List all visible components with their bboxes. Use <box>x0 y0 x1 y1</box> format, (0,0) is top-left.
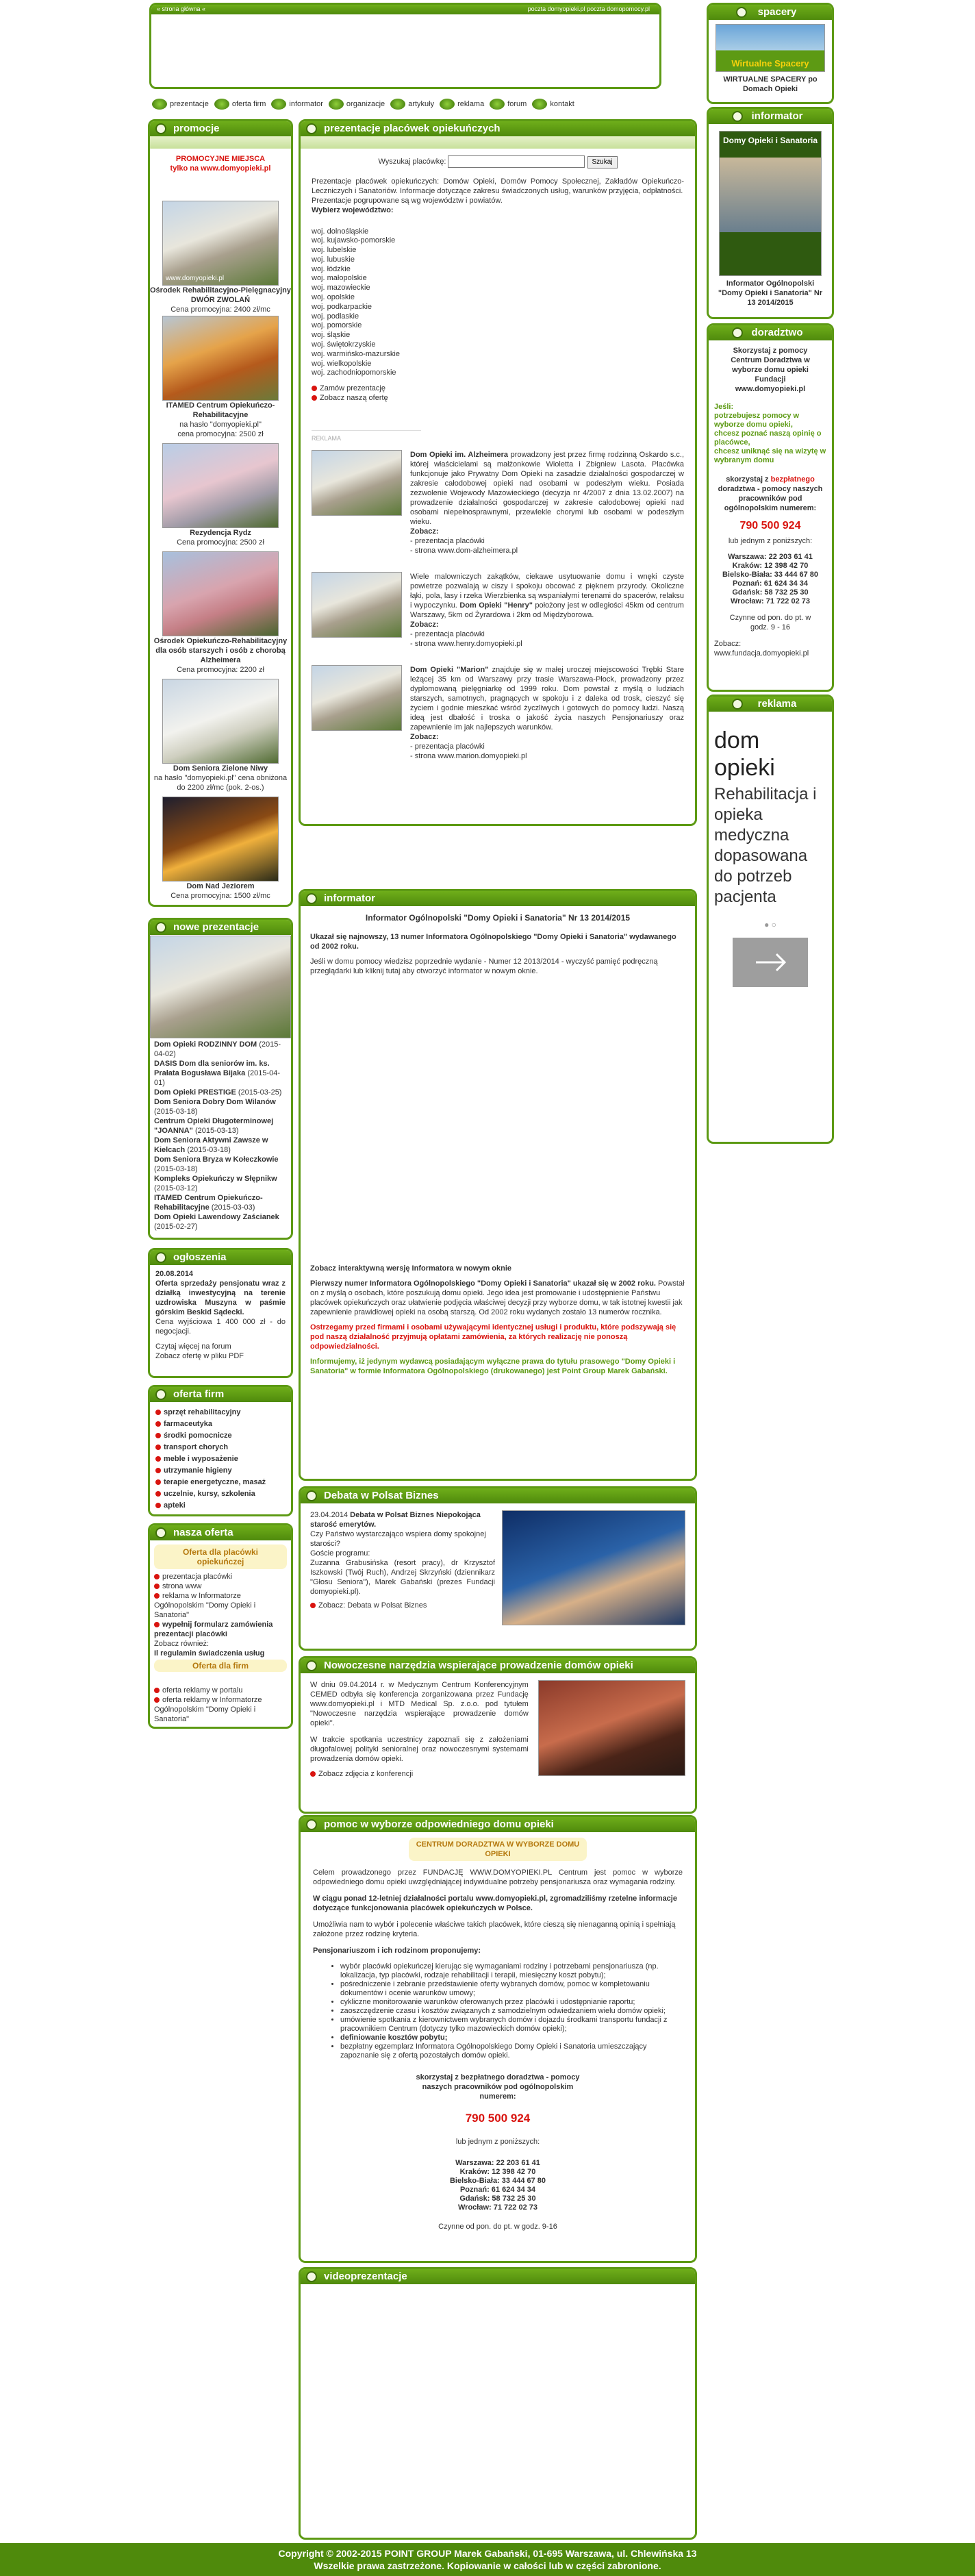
doradztwo-bullet: potrzebujesz pomocy w wyborze domu opieki, <box>714 412 800 429</box>
pomoc-call: skorzystaj z bezpłatnego doradztwa - pomocy naszych pracowników pod ogólnopolskim numerem: <box>416 2073 580 2101</box>
footer-rights: Wszelkie prawa zastrzeżone. Kopiowanie w całości lub w części zabronione. <box>314 2560 661 2571</box>
narzedzia-image[interactable] <box>538 1680 685 1776</box>
prezentacje-panel <box>299 119 697 826</box>
nav-prezentacje[interactable]: prezentacje <box>152 99 212 110</box>
voivodeship-link[interactable]: woj. zachodniopomorskie <box>312 368 396 377</box>
doradztwo-city-phone: Poznań: 61 624 34 34 <box>732 579 809 588</box>
video-panel <box>299 2267 697 2540</box>
globe-icon <box>440 99 455 110</box>
bullet-icon <box>154 1622 160 1627</box>
ogloszenia-panel <box>148 1248 293 1378</box>
narzedzia-panel <box>299 1656 697 1814</box>
debata-guests: Zuzanna Grabusińska (resort pracy), dr Krzysztof Iszkowski (Twój Ruch), Andrzej Skrzyński (dziennikarz "Głosu Seniora"), Marek Gabański (prezes Fundacji domyopieki.pl). <box>310 1559 495 1596</box>
promo-image-5[interactable] <box>162 679 279 764</box>
promo-image-3[interactable] <box>162 443 279 528</box>
informator-flipbook[interactable] <box>310 976 685 1264</box>
doradztwo-phone[interactable]: 790 500 924 <box>739 520 801 532</box>
promo-price-1: Cena promocyjna: 2400 zł/mc <box>170 305 270 314</box>
pomoc-item: • definiowanie kosztów pobytu; <box>340 2034 683 2042</box>
bullet-icon <box>154 1688 160 1693</box>
bullet-icon <box>312 395 317 401</box>
bullet-icon <box>155 1410 161 1415</box>
search-button[interactable]: Szukaj <box>587 156 618 168</box>
oferta-firm-item[interactable]: utrzymanie higieny <box>155 1466 286 1475</box>
oferta-firm-link[interactable]: oferta reklamy w Informatorze Ogólnopolskim "Domy Opieki i Sanatoria" <box>154 1696 262 1723</box>
globe-icon <box>736 7 747 18</box>
nowe-header: nowe prezentacje <box>150 920 291 935</box>
doradztwo-bullet: chcesz poznać naszą opinię o placówce, <box>714 429 822 447</box>
pomoc-panel: pomoc w wyborze odpowiedniego domu opieki CENTRUM DORADZTWA W WYBORZE DOMU OPIEKI Celem prowadzonego przez FUNDACJĘ WWW.DOMYOPIEKI.PL Centrum jest pomoc w wyborze odpowiedniego domu opieki uwzględniającej indywidualne potrzeby pensjonariusza oraz wymagania rodziny. W ciągu ponad 12-letniej działalności portalu www.domyopieki.pl, zgromadziliśmy rzetelne informacje dotyczące funkcjonowania placówek opiekuńczych w Polsce. Umożliwia nam to wybór i polecenie właściwe takich placówek, które cieszą się nienaganną opinią i spełniają założone przez rodzinę kryteria. Pensjonariuszom i ich rodzinom proponujemy: • wybór placówki opiekuńczej kierując się wymaganiami rodziny i potrzebami pensjonariusza (np. lokalizacja, typ placówki, rodzaje rehabilitacji i terapii, miesięczny koszt pobytu); • pośredniczenie i zebranie przedstawienie oferty wybranych domów, pomoc w kompletowaniu dokumentów i ocenie warunków umowy; • cykliczne monitorowanie warunków oferowanych przez placówki i udostępnianie raportu; • zaoszczędzenie czasu i kosztów związanych z samodzielnym odwiedzaniem wielu domów opieki; • umówienie spotkania z kierownictwem wybranych domów i dojazdu środkami transportu fundacji z pracownikiem Centrum (dotyczy tylko mazowieckich domów opieki); • definiowanie kosztów pobytu; • bezpłatny egzemplarz Informatora Ogólnopolskiego Domy Opieki i Sanatoria umieszczający zapoznanie się z ofertą pozostałych domów opieki. skorzystaj z bezpłatnego doradztwa - pomocy naszych pracowników pod ogólnopolskim numerem: 790 500 924 lub jednym z poniższych: Warszawa: 22 203 61 41 Kraków: 12 398 42 70 Bielsko-Biała: 33 444 67 80 Poznań: 61 624 34 34 Gdańsk: 58 732 25 30 Wrocław: 71 722 02 73 Czynne od pon. do pt. w godz. 9-16 <box>299 1815 697 2263</box>
informator-heading: Informator Ogólnopolski "Domy Opieki i Sanatoria" Nr 13 2014/2015 <box>365 913 631 923</box>
informator-cover[interactable]: Domy Opieki i Sanatoria <box>719 131 822 276</box>
oferta-firm-item[interactable]: transport chorych <box>155 1442 286 1452</box>
oferta-placowki-heading: Oferta dla placówki opiekuńczej <box>154 1545 287 1569</box>
promocje-header: promocje <box>150 121 291 136</box>
voivodeship-link[interactable]: woj. lubuskie <box>312 255 355 264</box>
see-offer-link[interactable]: Zobacz naszą ofertę <box>312 393 684 403</box>
prezentacje-header: prezentacje placówek opiekuńczych <box>301 121 695 136</box>
bullet-icon <box>310 1771 316 1777</box>
oferta-firm-item[interactable]: apteki <box>155 1501 286 1510</box>
bullet-icon <box>155 1456 161 1462</box>
ad-2-www-link[interactable]: - strona www.henry.domyopieki.pl <box>410 640 522 649</box>
informator-interactive-link[interactable]: Zobacz interaktywną wersję Informatora w nowym oknie <box>310 1264 512 1273</box>
doradztwo-city-phone: Wrocław: 71 722 02 73 <box>731 597 810 605</box>
pomoc-item: • zaoszczędzenie czasu i kosztów związanych z samodzielnym odwiedzaniem wielu domów opieki; <box>340 2007 683 2016</box>
main-nav <box>152 97 659 111</box>
promo-price-4: Cena promocyjna: 2200 zł <box>177 666 264 674</box>
reklama-ad[interactable] <box>709 712 832 987</box>
globe-icon <box>732 327 743 338</box>
globe-icon <box>214 99 229 110</box>
debata-header: Debata w Polsat Biznes <box>301 1488 695 1503</box>
ad-2-presentation-link[interactable]: - prezentacja placówki <box>410 630 485 639</box>
debata-panel: Debata w Polsat Biznes 23.04.2014 Debata w Polsat Biznes Niepokojąca starość emerytów. Czy Państwo wystarczająco wspiera domy spokojnej starości? Goście programu: Zuzanna Grabusińska (resort pracy), dr Krzysztof Iszkowski (Twój Ruch), Andrzej Skrzyński (dziennikarz "Głosu Seniora"), Marek Gabański (prezes Fundacji domyopieki.pl). Zobacz: Debata w Polsat Biznes <box>299 1486 697 1651</box>
oferta-placowki-item[interactable]: wypełnij formularz zamówienia prezentacji placówki <box>154 1621 273 1638</box>
nasza-oferta-header: nasza oferta <box>150 1525 291 1540</box>
ad-3-presentation-link[interactable]: - prezentacja placówki <box>410 742 485 751</box>
pomoc-city-phone: Poznań: 61 624 34 34 <box>459 2186 536 2194</box>
nowe-item[interactable]: Dom Opieki Lawendowy Zaścianek (2015-02-27) <box>154 1213 279 1231</box>
globe-icon <box>155 922 166 933</box>
doradztwo-bullet: chcesz uniknąć się na wizytę w wybranym domu <box>714 447 826 464</box>
nav-forum[interactable]: forum <box>490 99 529 110</box>
debata-image[interactable] <box>502 1510 685 1625</box>
globe-icon <box>306 123 317 134</box>
narzedzia-photos-link[interactable]: Zobacz zdjęcia z konferencji <box>310 1769 529 1779</box>
footer <box>0 2543 975 2576</box>
nowe-prezentacje-panel <box>148 918 293 1240</box>
bullet-icon <box>154 1574 160 1579</box>
ad-carousel-dots[interactable]: ● ○ <box>764 920 776 929</box>
order-presentation-link[interactable]: Zamów prezentację <box>312 384 684 393</box>
bullet-icon <box>155 1468 161 1473</box>
globe-icon <box>155 1252 166 1263</box>
nowe-item[interactable]: Dom Seniora Dobry Dom Wilanów (2015-03-18) <box>154 1098 276 1116</box>
ad-image-1[interactable] <box>312 450 402 516</box>
voivodeship-link[interactable]: woj. łódzkie <box>312 264 351 273</box>
doradztwo-city-phone: Kraków: 12 398 42 70 <box>732 562 809 570</box>
pomoc-city-phone: Gdańsk: 58 732 25 30 <box>459 2194 536 2203</box>
voivodeship-link[interactable]: woj. wielkopolskie <box>312 359 372 368</box>
ogloszenie-more-link[interactable]: Czytaj więcej na forum <box>155 1342 231 1351</box>
globe-icon <box>732 699 743 710</box>
see-also-label: Zobacz również: <box>154 1640 210 1648</box>
doradztwo-header: doradztwo <box>709 325 832 340</box>
promo-name-2[interactable]: ITAMED Centrum Opiekuńczo-Rehabilitacyjne <box>166 401 275 419</box>
promocje-panel <box>148 119 293 907</box>
globe-icon <box>532 99 547 110</box>
nowe-item[interactable]: Dom Seniora Bryza w Kołeczkowie (2015-03-18) <box>154 1155 279 1173</box>
oferta-firm-item[interactable]: środki pomocnicze <box>155 1431 286 1440</box>
voivodeship-list <box>312 227 684 379</box>
informator-side-panel <box>707 107 834 319</box>
voivodeship-link[interactable]: woj. warmińsko-mazurskie <box>312 349 400 358</box>
promo-name-1[interactable]: Ośrodek Rehabilitacyjno-Pielęgnacyjny DWÓR ZWOLAŃ <box>150 286 292 304</box>
reklama-header: reklama <box>709 697 832 712</box>
nowe-item[interactable]: DASIS Dom dla seniorów im. ks. Prałata Bogusława Bijaka (2015-04-01) <box>154 1060 281 1087</box>
prezentacje-intro: Prezentacje placówek opiekuńczych: Domów Opieki, Domów Pomocy Społecznej, Zakładów Opiekuńczo-Leczniczych i Sanatoriów. Informacje dotyczące zakresu świadczonych usług, warunków przyjęcia, odpłatności. <box>312 177 684 195</box>
ad-block-1: Dom Opieki im. Alzheimera prowadzony jest przez firmę rodzinną Oskardo s.c., której właścicielami są małżonkowie Wioletta i Zbigniew Lasota. Placówka funkcjonuje jako Prywatny Dom Opieki na zasadzie działalności gospodarczej w zakresie całodobowej opieki nad osobami w podeszłym wieku. Posiada zezwolenie Wojewody Mazowieckiego (decyzja nr 4/2007 z dnia 13.02.2007) na prowadzenie działalności gospodarczej w zakresie całodobowej opieki nad osobami niepełnosprawnymi, przewlekle chorymi lub osobami w podeszłym wieku. Zobacz: - prezentacja placówki - strona www.dom-alzheimera.pl <box>312 450 684 555</box>
promo-price-6: Cena promocyjna: 1500 zł/mc <box>170 892 270 900</box>
bullet-icon <box>154 1593 160 1599</box>
spacery-panel <box>707 3 834 104</box>
ogloszenia-header: ogłoszenia <box>150 1250 291 1265</box>
oferta-firm-header: oferta firm <box>150 1387 291 1402</box>
promo-price-3: Cena promocyjna: 2500 zł <box>177 538 264 547</box>
oferta-firm-heading: Oferta dla firm <box>154 1660 287 1672</box>
bullet-icon <box>155 1433 161 1438</box>
promo-extra-5: na hasło "domyopieki.pl" cena obniżona do 2200 zł/mc (pok. 2-os.) <box>153 774 288 792</box>
doradztwo-city-phone: Gdańsk: 58 732 25 30 <box>732 588 809 597</box>
nowe-item[interactable]: Dom Opieki RODZINNY DOM (2015-04-02) <box>154 1040 281 1058</box>
globe-icon <box>152 99 167 110</box>
video-header: videoprezentacje <box>301 2269 695 2284</box>
oferta-firm-link[interactable]: oferta reklamy w portalu <box>154 1686 287 1695</box>
globe-icon <box>306 893 317 904</box>
ad-block-2: Wiele malowniczych zakątków, ciekawe usytuowanie domu i wnęki czyste powietrze pozwalają w ciszy i spokoju obcować z pięknem przyrody. Okoliczne łąki, pola, lasy i rzeka Wierzbienka są wspaniałymi terenami do spacerów, relaksu i wypoczynku. Dom Opieki "Henry" położony jest w odległości 45km od centrum Warszawy, 5km od Żyrardowa i 2km od Międzyborowa. Zobacz: - prezentacja placówki - strona www.henry.domyopieki.pl <box>312 572 684 649</box>
search-row <box>312 155 684 168</box>
reklama-panel <box>707 695 834 1144</box>
informator-panel: informator Informator Ogólnopolski "Domy Opieki i Sanatoria" Nr 13 2014/2015 Ukazał się najnowszy, 13 numer Informatora Ogólnopolskiego "Domy Opieki i Sanatoria" wydawanego od 2002 roku. Jeśli w domu pomocy wiedzisz poprzednie wydanie - Numer 12 2013/2014 - wyczyść pamięć podręczną przeglądarki lub kliknij tutaj aby otworzyć informator w nowym oknie. Zobacz interaktywną wersję Informatora w nowym oknie Pierwszy numer Informatora Ogólnopolskiego "Domy Opieki i Sanatoria" ukazał się w 2002 roku. Powstał on z myślą o osobach, które poszukują domu opieki. Jego idea jest promowanie i udostępnienie Państwu placówek opiekuńczych oraz ułatwienie podjęcia właściwej decyzji przy wyborze domu, w tak istotnej kwestii jak zapewnienie prawidłowej opieki na osobą starszą. Od 2002 roku wydanych zostało 13 numerów rocznika. Ostrzegamy przed firmami i osobami używającymi identycznej usługi i produktu, które podszywają się pod naszą działalność przyjmują opłatami zamówienia, za których realizację nie ponoszą odpowiedzialności. Informujemy, iż jedynym wydawcą posiadającym wyłączne prawa do tytułu prasowego "Domy Opieki i Sanatoria" w formie Informatora Ogólnopolskiego (drukowanego) jest Point Group Marek Gabański. <box>299 889 697 1481</box>
ad-1-presentation-link[interactable]: - prezentacja placówki <box>410 537 485 546</box>
informator-header: informator <box>301 891 695 906</box>
pomoc-item: • bezpłatny egzemplarz Informatora Ogólnopolskiego Domy Opieki i Sanatoria umieszczający zapoznanie się z ofertą pozostałych domów opieki. <box>340 2042 683 2060</box>
promo-line1: PROMOCYJNE MIEJSCA <box>175 155 266 163</box>
bullet-icon <box>155 1421 161 1427</box>
pomoc-item: • pośredniczenie i zebranie przedstawienie oferty wybranych domów, pomoc w kompletowaniu dokumentów i ocenie warunków umowy; <box>340 1980 683 1998</box>
narzedzia-header: Nowoczesne narzędzia wspierające prowadzenie domów opieki <box>301 1658 695 1673</box>
promo-price-2: cena promocyjna: 2500 zł <box>177 430 264 438</box>
search-input[interactable] <box>448 155 585 168</box>
bullet-icon <box>155 1503 161 1508</box>
oferta-firm-item[interactable]: uczelnie, kursy, szkolenia <box>155 1489 286 1499</box>
nav-kontakt[interactable]: kontakt <box>532 99 577 110</box>
pomoc-phone[interactable]: 790 500 924 <box>465 2112 531 2125</box>
promo-image-4[interactable] <box>162 551 279 636</box>
globe-icon <box>271 99 286 110</box>
globe-icon <box>155 1389 166 1400</box>
oferta-firm-item[interactable]: farmaceutyka <box>155 1419 286 1429</box>
bullet-icon <box>155 1479 161 1485</box>
promo-name-4[interactable]: Ośrodek Opiekuńczo-Rehabilitacyjny dla osób starszych i osób z chorobą Alzheimera <box>153 637 288 664</box>
bullet-icon <box>154 1697 160 1703</box>
ad-label: REKLAMA <box>312 430 421 443</box>
globe-icon <box>306 1819 317 1830</box>
prezentacje-intro2: Prezentacje pogrupowane są wg województw i powiatów. <box>312 196 503 205</box>
pomoc-item: • cykliczne monitorowanie warunków oferowanych przez placówki i udostępnianie raportu; <box>340 1998 683 2007</box>
promo-name-3[interactable]: Rezydencja Rydz <box>190 529 251 537</box>
ad-3-www-link[interactable]: - strona www.marion.domyopieki.pl <box>410 752 527 761</box>
pomoc-city-phone: Kraków: 12 398 42 70 <box>459 2168 536 2176</box>
pomoc-header: pomoc w wyborze odpowiedniego domu opieki <box>301 1817 695 1832</box>
oferta-placowki-item[interactable]: prezentacja placówki <box>154 1572 287 1581</box>
debata-link[interactable]: Zobacz: Debata w Polsat Biznes <box>310 1601 495 1610</box>
ogloszenie-title: Oferta sprzedaży pensjonatu wraz z działką inwestycyjną na terenie uzdrowiska Muszyna w paśmie górskim Beskid Sądecki. <box>155 1279 286 1316</box>
ad-next-button[interactable] <box>733 938 808 987</box>
nowe-item[interactable]: Dom Opieki PRESTIGE (2015-03-25) <box>154 1088 282 1097</box>
spacery-header: spacery <box>709 5 832 20</box>
spacery-caption[interactable]: WIRTUALNE SPACERY po Domach Opieki <box>723 75 818 93</box>
pomoc-item: • umówienie spotkania z kierownictwem wybranych domów i dojazdu środkami transportu fundacji z pracownikiem Centrum (dotyczy tylko mazowieckich domów opieki); <box>340 2016 683 2034</box>
nowe-item[interactable]: ITAMED Centrum Opiekuńczo-Rehabilitacyjne (2015-03-03) <box>154 1194 263 1212</box>
globe-icon <box>306 2271 317 2282</box>
narzedzia-text: W dniu 09.04.2014 r. w Medycznym Centrum Konferencyjnym CEMED odbyła się konferencja zorganizowana przez Fundację www.domyopieki.pl i MTD Medical Sp. z.o.o. pod tytułem "Nowoczesne narzędzia wspierające prowadzenie domów opieki". <box>310 1681 529 1727</box>
globe-icon <box>390 99 405 110</box>
pomoc-city-phone: Warszawa: 22 203 61 41 <box>455 2159 540 2167</box>
voivodeship-link[interactable]: woj. opolskie <box>312 293 355 302</box>
promo-image-6[interactable] <box>162 797 279 881</box>
promo-name-6[interactable]: Dom Nad Jeziorem <box>186 882 255 890</box>
ad-block-3: Dom Opieki "Marion" znajduje się w małej uroczej miejscowości Trębki Stare leżącej 35 km od Warszawy przy trasie Warszawa-Płock, prowadzony przez dyplomowaną pielęgniarkę od 1999 roku. Dom powstał z myślą o ludziach starszych, samotnych, pragnących w spokoju i z daleka od trosk, cieszyć się życiem i godnie mieszkać wśród życzliwych i gotowych do pomocy ludzi. Naszą ideą jest dbałość i troska o jakość życia naszych Pensjonariuszy oraz zapewnienie im jak najlepszych warunków. Zobacz: - prezentacja placówki - strona www.marion.domyopieki.pl <box>312 665 684 761</box>
globe-icon <box>329 99 344 110</box>
bullet-icon <box>154 1584 160 1589</box>
promo-name-5[interactable]: Dom Seniora Zielone Niwy <box>173 764 268 773</box>
promo-image-1[interactable]: www.domyopieki.pl <box>162 201 279 286</box>
voivodeship-link[interactable]: woj. lubelskie <box>312 246 357 255</box>
informator-publisher-note: Informujemy, iż jedynym wydawcą posiadającym wyłączne prawa do tytułu prasowego "Domy Opieki i Sanatoria" w formie Informatora Ogólnopolskiego (drukowanego) jest Point Group Marek Gabański. <box>310 1358 676 1375</box>
home-link[interactable]: « strona główna « <box>157 5 206 12</box>
doradztwo-lead: Skorzystaj z pomocy Centrum Doradztwa w wyborze domu opieki Fundacji www.domyopieki.pl <box>731 347 810 393</box>
debata-lead: Debata w Polsat Biznes Niepokojąca starość emerytów. <box>310 1511 481 1529</box>
fundacja-link[interactable]: www.fundacja.domyopieki.pl <box>714 649 809 658</box>
voivodeship-link[interactable]: woj. mazowieckie <box>312 284 370 292</box>
regulamin-link[interactable]: Il regulamin świadczenia usług <box>154 1649 265 1658</box>
globe-icon <box>155 1527 166 1538</box>
oferta-firm-item[interactable]: sprzęt rehabilitacyjny <box>155 1408 286 1417</box>
bullet-icon <box>155 1491 161 1497</box>
promo-image-2[interactable] <box>162 316 279 401</box>
ogloszenie-pdf-link[interactable]: Zobacz ofertę w pliku PDF <box>155 1352 244 1360</box>
promo-extra-2: na hasło "domyopieki.pl" <box>179 421 262 429</box>
oferta-placowki-item[interactable]: reklama w Informatorze Ogólnopolskim "Domy Opieki i Sanatoria" <box>154 1592 256 1619</box>
nav-informator[interactable]: informator <box>271 99 326 110</box>
ad-image-2[interactable] <box>312 572 402 638</box>
pomoc-city-phone: Wrocław: 71 722 02 73 <box>458 2203 537 2212</box>
nav-artykuly[interactable]: artykuły <box>390 99 437 110</box>
ad-text: Rehabilitacja i opieka medyczna dopasowana do potrzeb pacjenta <box>714 785 817 906</box>
top-banner <box>149 3 661 89</box>
spacery-image[interactable]: Wirtualne Spacery <box>716 24 825 72</box>
ogloszenie-date: 20.08.2014 <box>155 1270 194 1278</box>
globe-icon <box>490 99 505 110</box>
nav-oferta-firm[interactable]: oferta firm <box>214 99 269 110</box>
voivodeship-link[interactable]: woj. kujawsko-pomorskie <box>312 236 396 245</box>
doradztwo-panel: doradztwo Skorzystaj z pomocy Centrum Doradztwa w wyborze domu opieki Fundacji www.domyopieki.pl Jeśli: potrzebujesz pomocy w wyborze domu opieki, chcesz poznać naszą opinię o placówce, chcesz uniknąć się na wizytę w wybranym domu skorzystaj z bezpłatnego doradztwa - pomocy naszych pracowników pod ogólnopolskim numerem: 790 500 924 lub jednym z poniższych: Warszawa: 22 203 61 41 Kraków: 12 398 42 70 Bielsko-Biała: 33 444 67 80 Poznań: 61 624 34 34 Gdańsk: 58 732 25 30 Wrocław: 71 722 02 73 Czynne od pon. do pt. w godz. 9 - 16 Zobacz: www.fundacja.domyopieki.pl <box>707 323 834 692</box>
oferta-firm-panel <box>148 1385 293 1516</box>
pomoc-banner: CENTRUM DORADZTWA W WYBORZE DOMU OPIEKI <box>409 1838 587 1861</box>
informator-side-caption[interactable]: Informator Ogólnopolski "Domy Opieki i Sanatoria" Nr 13 2014/2015 <box>718 279 823 307</box>
nowe-item[interactable]: Centrum Opieki Długoterminowej "JOANNA" (2015-03-13) <box>154 1117 274 1135</box>
choose-label: Wybierz województwo: <box>312 205 394 214</box>
pomoc-city-phone: Bielsko-Biała: 33 444 67 80 <box>449 2177 546 2185</box>
informator-side-header: informator <box>709 109 832 124</box>
doradztwo-city-phone: Warszawa: 22 203 61 41 <box>728 553 813 561</box>
debata-date: 23.04.2014 <box>310 1511 349 1519</box>
pomoc-item: • wybór placówki opiekuńczej kierując się wymaganiami rodziny i potrzebami pensjonariusza (np. lokalizacja, typ placówki, rodzaje rehabilitacji i terapii, miesięczny koszt pobytu); <box>340 1962 683 1980</box>
globe-icon <box>732 111 743 122</box>
narzedzia-text2: W trakcie spotkania uczestnicy zapoznali się z założeniami długofalowej polityki senioralnej oraz nowoczesnymi systemami prowadzenia domów opieki. <box>310 1736 529 1763</box>
oferta-placowki-item[interactable]: strona www <box>154 1581 287 1591</box>
nowe-item[interactable]: Dom Seniora Aktywni Zawsze w Kielcach (2015-03-18) <box>154 1136 268 1154</box>
voivodeship-link[interactable]: woj. dolnośląskie <box>312 227 369 236</box>
nowe-image[interactable] <box>150 936 291 1038</box>
globe-icon <box>306 1660 317 1671</box>
doradztwo-city-phone: Bielsko-Biała: 33 444 67 80 <box>722 571 819 579</box>
voivodeship-link[interactable]: woj. pomorskie <box>312 321 362 330</box>
globe-icon <box>306 1490 317 1501</box>
bullet-icon <box>155 1445 161 1450</box>
voivodeship-link[interactable]: woj. podkarpackie <box>312 302 372 311</box>
informator-warning: Ostrzegamy przed firmami i osobami używającymi identycznej usługi i produktu, które podszywają się pod naszą działalność przyjmują opłatami zamówienia, za których realizację nie ponoszą odpowiedzialności. <box>310 1323 676 1351</box>
voivodeship-link[interactable]: woj. świętokrzyskie <box>312 340 376 349</box>
nav-reklama[interactable]: reklama <box>440 99 487 110</box>
footer-copyright: Copyright © 2002-2015 POINT GROUP Marek Gabański, 01-695 Warszawa, ul. Chlewińska 13 <box>278 2548 697 2559</box>
ad-title[interactable]: dom opieki <box>714 727 775 781</box>
ogloszenie-text: Cena wyjściowa 1 400 000 zł - do negocjacji. <box>155 1318 286 1336</box>
nav-organizacje[interactable]: organizacje <box>329 99 388 110</box>
oferta-firm-item[interactable]: terapie energetyczne, masaż <box>155 1477 286 1487</box>
informator-p2[interactable]: Jeśli w domu pomocy wiedzisz poprzednie wydanie - Numer 12 2013/2014 - wyczyść pamięć podręczną przeglądarki lub kliknij tutaj aby otworzyć informator w nowym oknie. <box>310 958 658 975</box>
search-label: Wyszukaj placówkę: <box>378 158 446 166</box>
email-links[interactable]: poczta domyopieki.pl poczta domopomocy.pl <box>527 5 650 12</box>
informator-p1: Ukazał się najnowszy, 13 numer Informatora Ogólnopolskiego "Domy Opieki i Sanatoria" wydawanego od 2002 roku. <box>310 933 676 951</box>
ad-1-www-link[interactable]: - strona www.dom-alzheimera.pl <box>410 547 518 555</box>
voivodeship-link[interactable]: woj. podlaskie <box>312 312 359 321</box>
globe-icon <box>155 123 166 134</box>
ad-image-3[interactable] <box>312 665 402 731</box>
promo-line2: tylko na www.domyopieki.pl <box>170 164 271 173</box>
voivodeship-link[interactable]: woj. śląskie <box>312 331 351 340</box>
bullet-icon <box>312 386 317 391</box>
arrow-right-icon <box>733 938 808 987</box>
bullet-icon <box>310 1603 316 1608</box>
nowe-item[interactable]: Kompleks Opiekuńczy w Słępnikw (2015-03-12) <box>154 1175 277 1192</box>
nasza-oferta-panel <box>148 1523 293 1729</box>
oferta-firm-item[interactable]: meble i wyposażenie <box>155 1454 286 1464</box>
voivodeship-link[interactable]: woj. małopolskie <box>312 274 367 283</box>
